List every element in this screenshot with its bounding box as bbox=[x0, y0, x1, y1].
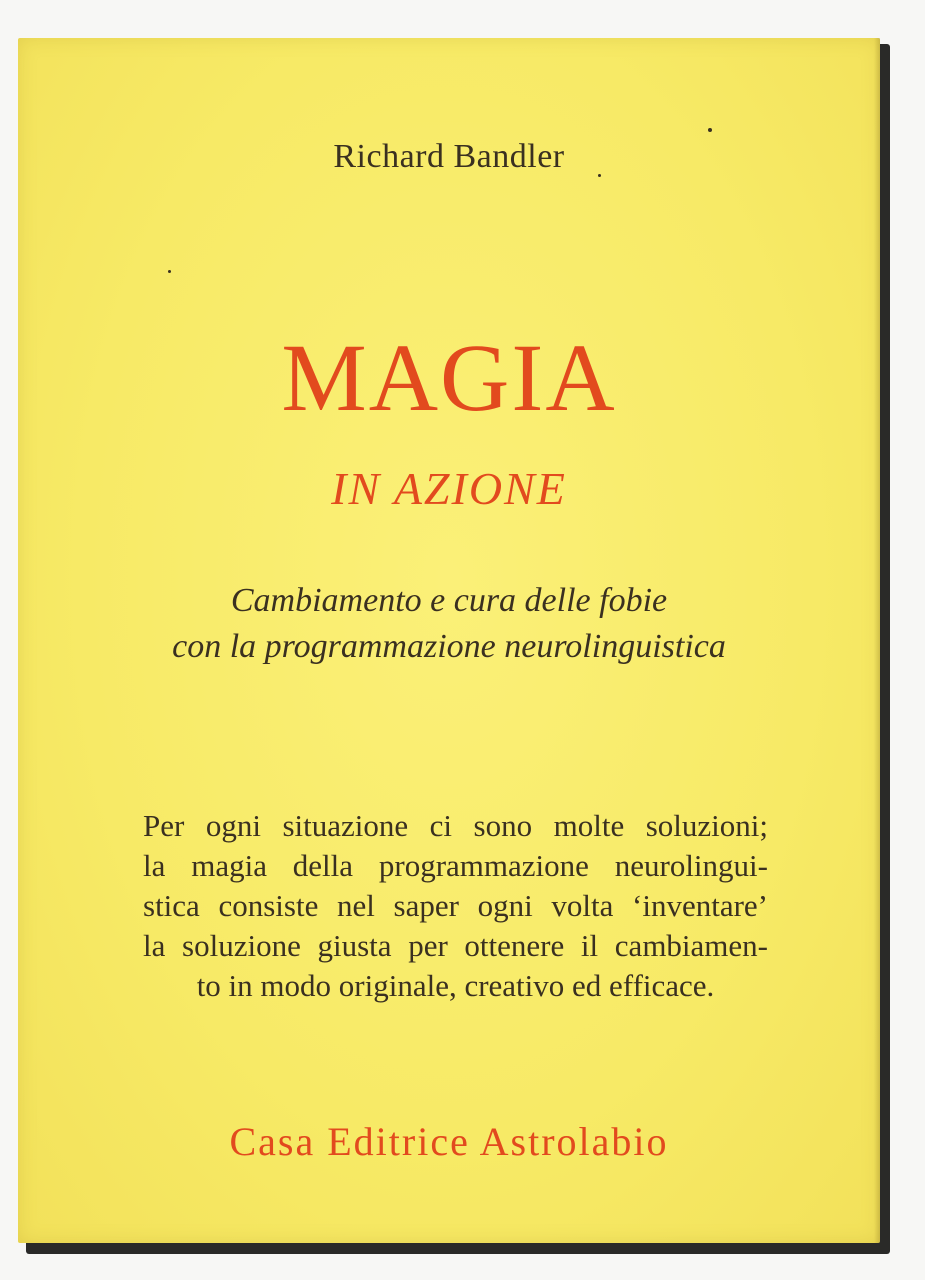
subtitle-line: con la programmazione neurolinguistica bbox=[172, 628, 726, 665]
blurb-line: to in modo originale, creativo ed efficace. bbox=[196, 968, 715, 1003]
book-cover bbox=[18, 38, 880, 1243]
blurb-line: la magia della programmazione neurolingui- bbox=[143, 848, 768, 883]
cover-blurb bbox=[143, 806, 768, 1006]
blurb-line: Per ogni situazione ci sono molte soluzioni; bbox=[143, 808, 768, 843]
publisher-name: Casa Editrice Astrolabio bbox=[229, 1119, 669, 1164]
paper-speck bbox=[168, 270, 171, 273]
paper-speck bbox=[598, 174, 601, 177]
subtitle-line: Cambiamento e cura delle fobie bbox=[230, 582, 668, 619]
paper-speck bbox=[708, 128, 712, 132]
author-name: Richard Bandler bbox=[333, 138, 565, 175]
blurb-line: la soluzione giusta per ottenere il cambiamen- bbox=[143, 928, 768, 963]
blurb-line: stica consiste nel saper ogni volta ‘inventare’ bbox=[143, 888, 768, 923]
book-title-line2: IN AZIONE bbox=[331, 463, 567, 514]
book-subtitle bbox=[18, 578, 880, 670]
book-title: MAGIA bbox=[281, 324, 617, 431]
